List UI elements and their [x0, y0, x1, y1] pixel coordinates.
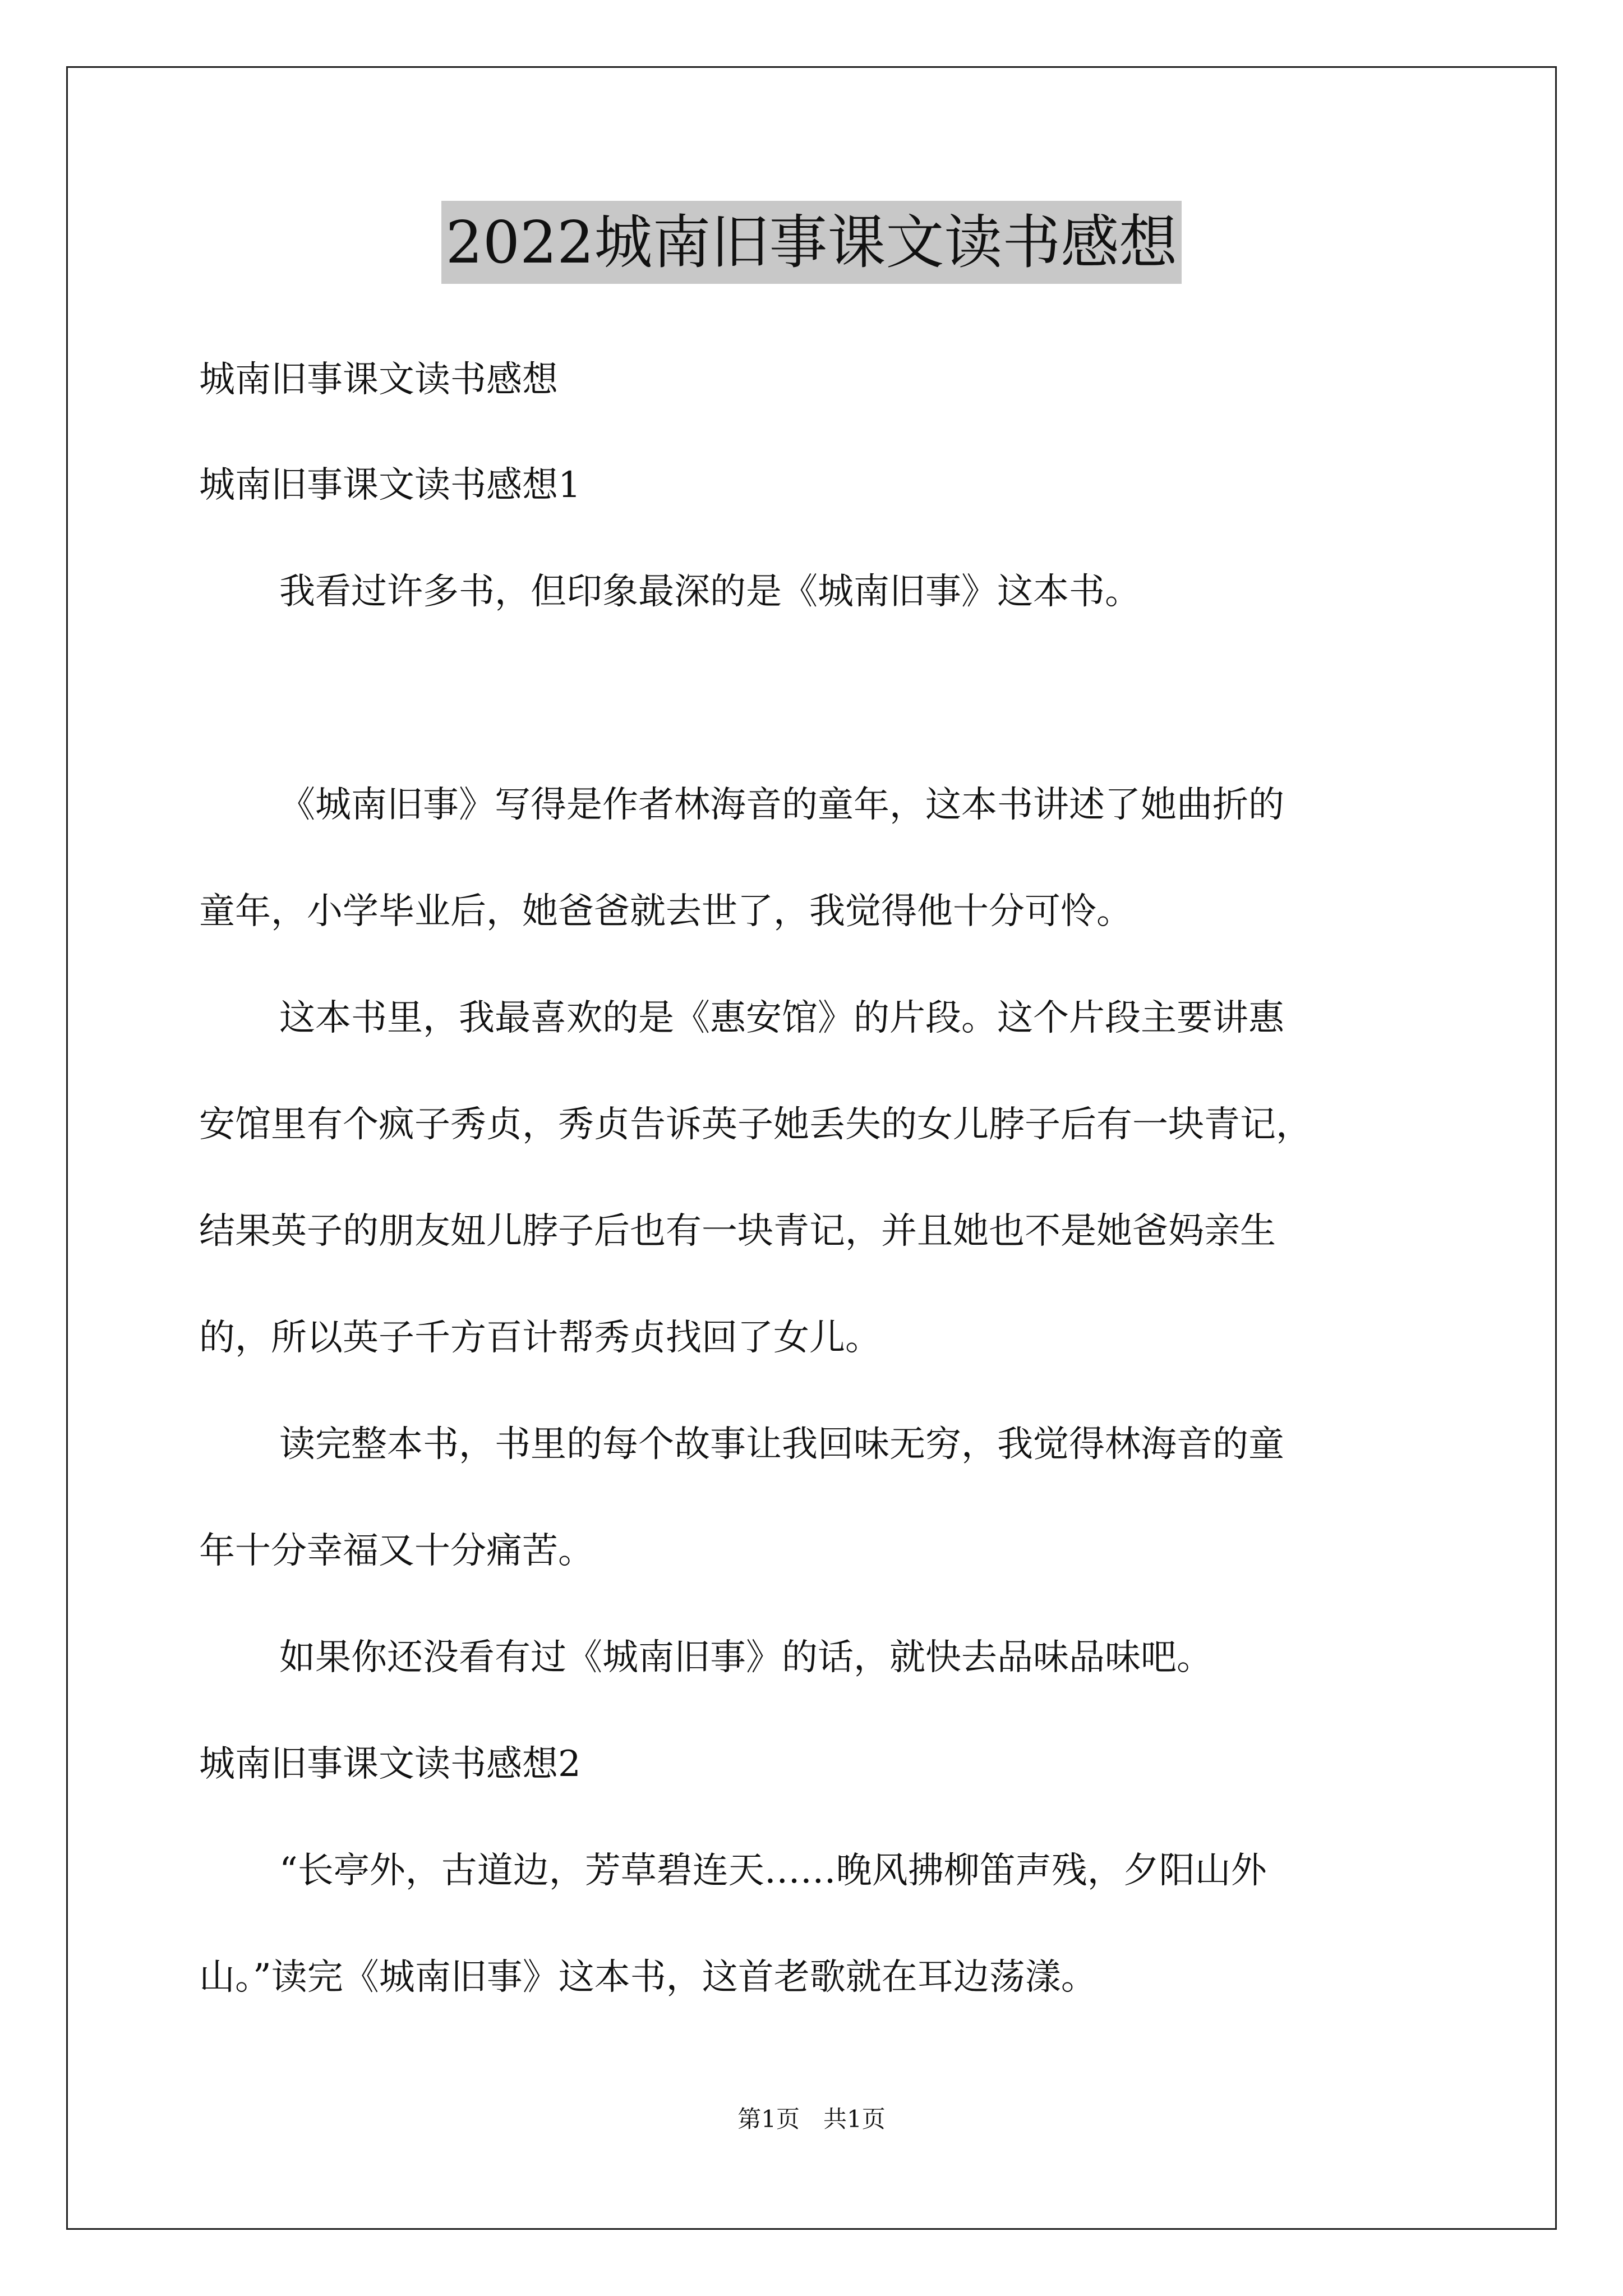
paragraph-line: 读完整本书，书里的每个故事让我回味无穷，我觉得林海音的童	[279, 1424, 1284, 1465]
page-footer: 第1页 共1页	[737, 2105, 886, 2133]
title-container	[0, 201, 1623, 284]
paragraph-line: 我看过许多书，但印象最深的是《城南旧事》这本书。	[279, 571, 1141, 613]
paragraph-line: 山。”读完《城南旧事》这本书，这首老歌就在耳边荡漾。	[199, 1957, 1097, 1998]
section-heading-1: 城南旧事课文读书感想1	[199, 464, 581, 506]
paragraph-line: 的，所以英子千方百计帮秀贞找回了女儿。	[199, 1317, 881, 1359]
paragraph-line: 《城南旧事》写得是作者林海音的童年，这本书讲述了她曲折的	[279, 784, 1284, 826]
paragraph-line: 这本书里，我最喜欢的是《惠安馆》的片段。这个片段主要讲惠	[279, 997, 1284, 1039]
document-title: 2022城南旧事课文读书感想	[441, 201, 1182, 284]
paragraph-line: “长亭外，古道边，芳草碧连天……晚风拂柳笛声残，夕阳山外	[279, 1850, 1267, 1892]
section-heading-2: 城南旧事课文读书感想2	[199, 1743, 581, 1785]
subtitle-line: 城南旧事课文读书感想	[199, 359, 558, 401]
paragraph-line: 安馆里有个疯子秀贞，秀贞告诉英子她丢失的女儿脖子后有一块青记，	[199, 1104, 1312, 1145]
paragraph-line: 结果英子的朋友妞儿脖子后也有一块青记，并且她也不是她爸妈亲生	[199, 1211, 1276, 1252]
paragraph-line: 年十分幸福又十分痛苦。	[199, 1530, 594, 1572]
paragraph-line: 童年，小学毕业后，她爸爸就去世了，我觉得他十分可怜。	[199, 891, 1132, 932]
paragraph-line: 如果你还没看有过《城南旧事》的话，就快去品味品味吧。	[279, 1637, 1212, 1678]
